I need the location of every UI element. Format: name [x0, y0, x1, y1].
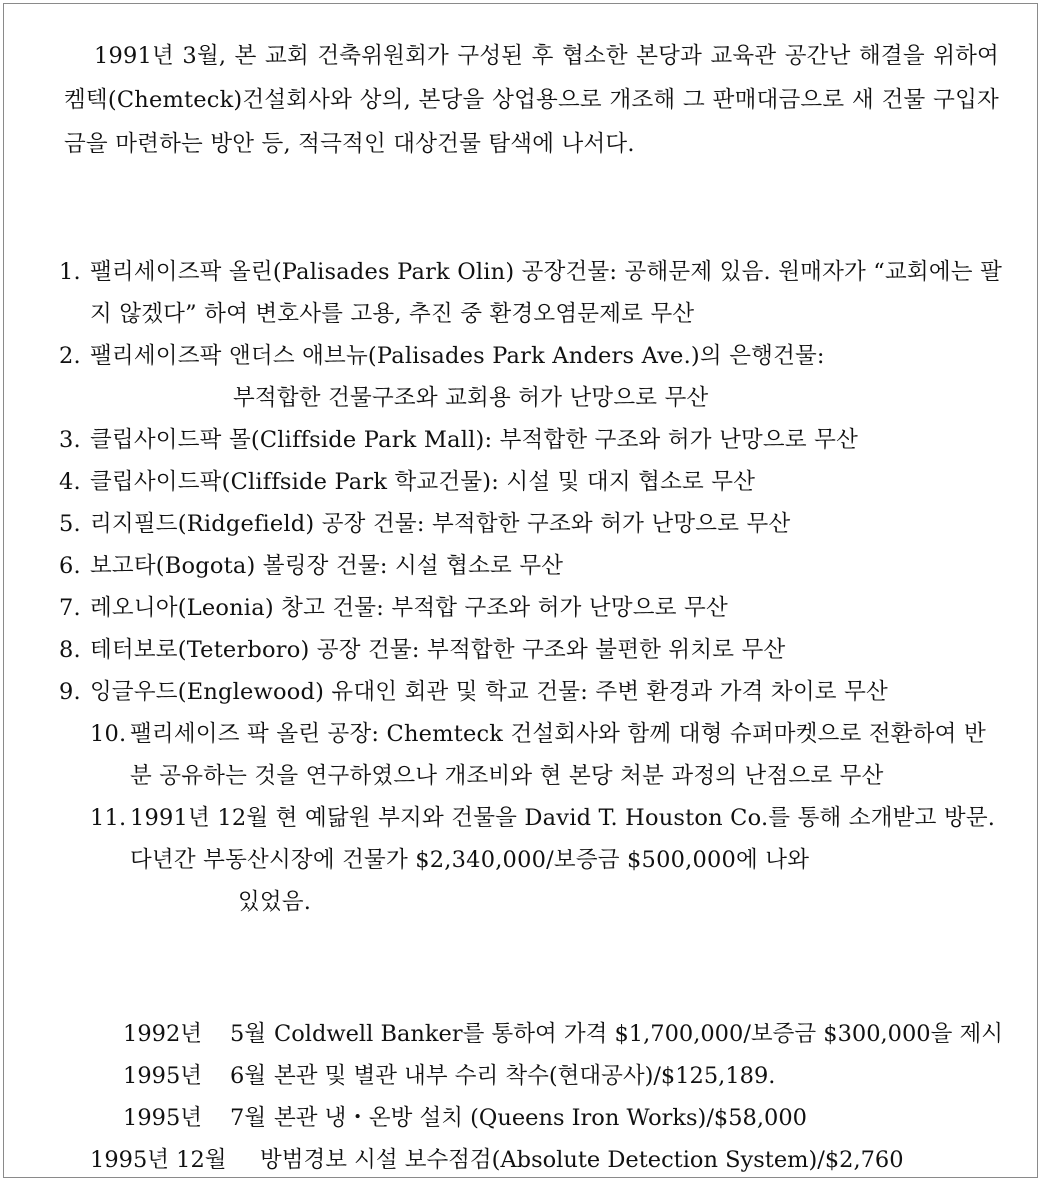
list-item [59, 587, 1005, 629]
list-item [59, 503, 1005, 545]
timeline-row [123, 1055, 1023, 1097]
list-item-number: 7. [59, 595, 81, 621]
list-item-text: 테터보로(Teterboro) 공장 건물: 부적합한 구조와 불편한 위치로 무산 [90, 637, 786, 663]
list-item-number: 10. [90, 721, 127, 747]
list-item [59, 335, 1005, 419]
list-item-text: 리지필드(Ridgefield) 공장 건물: 부적합한 구조와 허가 난망으로 무산 [90, 511, 791, 537]
list-item [90, 797, 1005, 923]
building-candidates-list [59, 251, 1005, 923]
intro-paragraph: 1991년 3월, 본 교회 건축위원회가 구성된 후 협소한 본당과 교육관 공간난 해결을 위하여 켐텍(Chemteck)건설회사와 상의, 본당을 상업용으로 개조해 그 판매대금으로 새 건물 구입자금을 마련하는 방안 등, 적극적인 대상건물 탐색에 나서다. [64, 43, 999, 157]
timeline-year: 1992년 [123, 1021, 202, 1047]
list-item-text: 팰리세이즈 팍 올린 공장: Chemteck 건설회사와 함께 대형 슈퍼마켓으로 전환하여 반분 공유하는 것을 연구하였으나 개조비와 현 본당 처분 과정의 난점으로 무산 [130, 721, 986, 789]
final-timeline-row [90, 1139, 904, 1178]
list-item-text: 잉글우드(Englewood) 유대인 회관 및 학교 건물: 주변 환경과 가격 차이로 무산 [90, 679, 888, 705]
document-frame [3, 3, 1038, 1178]
list-item [59, 545, 1005, 587]
list-item-continuation: 부적합한 건물구조와 교회용 허가 난망으로 무산 [233, 385, 709, 411]
list-item [59, 461, 1005, 503]
timeline-month: 6월 [230, 1063, 267, 1089]
list-item-text: 팰리세이즈팍 올린(Palisades Park Olin) 공장건물: 공해문제 있음. 원매자가 “교회에는 팔지 않겠다” 하여 변호사를 고용, 추진 중 환경오염문제로 무산 [90, 259, 1003, 327]
list-item [90, 713, 1005, 797]
timeline-month: 5월 [230, 1021, 267, 1047]
list-item-text: 레오니아(Leonia) 창고 건물: 부적합 구조와 허가 난망으로 무산 [90, 595, 728, 621]
list-item-text: 1991년 12월 현 예닮원 부지와 건물을 David T. Houston Co.를 통해 소개받고 방문. 다년간 부동산시장에 건물가 $2,340,000/보증금 $500,000에 나와 [130, 805, 996, 873]
final-timeline-text: 방범경보 시설 보수점검(Absolute Detection System)/$2,760 [260, 1147, 904, 1173]
timeline-month: 7월 [230, 1105, 267, 1131]
list-item-number: 3. [59, 427, 81, 453]
list-item-text: 클립사이드팍(Cliffside Park 학교건물): 시설 및 대지 협소로 무산 [90, 469, 756, 495]
list-item-number: 11. [90, 805, 127, 831]
list-item-number: 1. [59, 259, 81, 285]
list-item [59, 419, 1005, 461]
timeline-subrows [123, 1013, 1023, 1139]
list-item-number: 2. [59, 343, 81, 369]
list-item-text: 팰리세이즈팍 앤더스 애브뉴(Palisades Park Anders Ave.)의 은행건물: [90, 343, 825, 369]
timeline-row [123, 1013, 1023, 1055]
timeline-year: 1995년 [123, 1105, 202, 1131]
final-timeline-date: 1995년 12월 [90, 1147, 227, 1173]
list-item-number: 6. [59, 553, 81, 579]
list-item [59, 671, 1005, 713]
list-item-continuation: 있었음. [238, 889, 312, 915]
list-item-number: 5. [59, 511, 81, 537]
list-item [59, 251, 1005, 335]
list-item-number: 9. [59, 679, 81, 705]
timeline-text: 본관 및 별관 내부 수리 착수(현대공사)/$125,189. [274, 1063, 776, 1089]
list-item-number: 4. [59, 469, 81, 495]
timeline-text: Coldwell Banker를 통하여 가격 $1,700,000/보증금 $300,000을 제시 [274, 1021, 1003, 1047]
timeline-row [123, 1097, 1023, 1139]
list-item-number: 8. [59, 637, 81, 663]
timeline-text: 본관 냉・온방 설치 (Queens Iron Works)/$58,000 [274, 1105, 807, 1131]
list-item [59, 629, 1005, 671]
list-item-text: 보고타(Bogota) 볼링장 건물: 시설 협소로 무산 [90, 553, 564, 579]
list-item-text: 클립사이드팍 몰(Cliffside Park Mall): 부적합한 구조와 허가 난망으로 무산 [90, 427, 859, 453]
timeline-year: 1995년 [123, 1063, 202, 1089]
